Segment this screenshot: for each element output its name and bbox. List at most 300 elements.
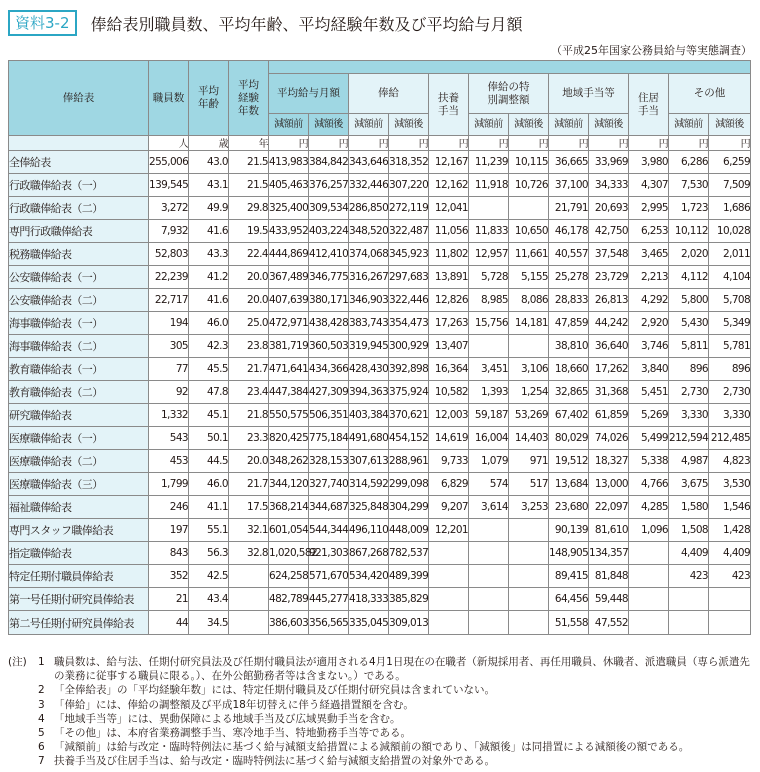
table-cell: 59,187 bbox=[469, 404, 509, 427]
table-cell: 53,269 bbox=[509, 404, 549, 427]
table-cell bbox=[669, 588, 709, 611]
table-cell: 12,162 bbox=[429, 174, 469, 197]
table-cell: 2,020 bbox=[669, 243, 709, 266]
table-cell bbox=[509, 197, 549, 220]
table-cell: 139,545 bbox=[149, 174, 189, 197]
table-cell: 45.1 bbox=[189, 404, 229, 427]
table-row bbox=[9, 312, 751, 335]
table-cell: 447,384 bbox=[269, 381, 309, 404]
unit-cell: 円 bbox=[549, 136, 589, 151]
table-cell: 921,303 bbox=[309, 542, 349, 565]
table-cell: 21 bbox=[149, 588, 189, 611]
table-cell bbox=[469, 611, 509, 635]
note-text: 職員数は、給与法、任期付研究員法及び任期付職員法が適用される4月1日現在の在職者（新規採用者、再任用職員、休職者、派遣職員（専ら派遣先の業務に従事する職員に限る。）、在外公館勤務者等は含まない。）である。 bbox=[54, 656, 750, 683]
table-row bbox=[9, 565, 751, 588]
unit-cell: 円 bbox=[709, 136, 751, 151]
table-cell: 370,621 bbox=[389, 404, 429, 427]
table-cell: 506,351 bbox=[309, 404, 349, 427]
table-cell: 2,011 bbox=[709, 243, 751, 266]
subheader-after: 減額後 bbox=[309, 114, 349, 136]
table-cell: 423 bbox=[709, 565, 751, 588]
table-cell bbox=[469, 565, 509, 588]
table-cell: 354,473 bbox=[389, 312, 429, 335]
table-row bbox=[9, 427, 751, 450]
table-cell: 21.5 bbox=[229, 151, 269, 174]
table-row bbox=[9, 519, 751, 542]
table-cell: 2,730 bbox=[709, 381, 751, 404]
subheader-after: 減額後 bbox=[509, 114, 549, 136]
table-cell: 26,813 bbox=[589, 289, 629, 312]
table-cell: 47,552 bbox=[589, 611, 629, 635]
table-cell: 1,799 bbox=[149, 473, 189, 496]
note-label bbox=[8, 740, 38, 754]
table-cell: 428,430 bbox=[349, 358, 389, 381]
table-cell: 11,056 bbox=[429, 220, 469, 243]
table-cell bbox=[229, 611, 269, 635]
note-number: 5 bbox=[38, 727, 45, 740]
table-cell: 16,364 bbox=[429, 358, 469, 381]
table-cell: 286,850 bbox=[349, 197, 389, 220]
table-cell: 47,859 bbox=[549, 312, 589, 335]
table-cell: 52,803 bbox=[149, 243, 189, 266]
table-cell: 1,546 bbox=[709, 496, 751, 519]
table-cell: 5,349 bbox=[709, 312, 751, 335]
subheader-before: 減額前 bbox=[349, 114, 389, 136]
table-cell: 44.5 bbox=[189, 450, 229, 473]
table-cell: 325,400 bbox=[269, 197, 309, 220]
table-cell: 385,829 bbox=[389, 588, 429, 611]
note-label bbox=[8, 726, 38, 740]
table-cell: 2,995 bbox=[629, 197, 669, 220]
table-cell: 381,719 bbox=[269, 335, 309, 358]
table-cell: 346,903 bbox=[349, 289, 389, 312]
table-cell bbox=[629, 611, 669, 635]
table-cell: 21.7 bbox=[229, 473, 269, 496]
table-row bbox=[9, 450, 751, 473]
table-cell: 3,465 bbox=[629, 243, 669, 266]
subheader-after: 減額後 bbox=[589, 114, 629, 136]
table-row bbox=[9, 335, 751, 358]
table-cell: 42.5 bbox=[189, 565, 229, 588]
table-cell: 471,641 bbox=[269, 358, 309, 381]
row-label: 医療職俸給表（一） bbox=[9, 427, 149, 450]
table-cell: 16,004 bbox=[469, 427, 509, 450]
table-cell: 346,775 bbox=[309, 266, 349, 289]
table-cell: 775,184 bbox=[309, 427, 349, 450]
table-cell: 335,045 bbox=[349, 611, 389, 635]
unit-cell: 円 bbox=[429, 136, 469, 151]
table-cell: 41.1 bbox=[189, 496, 229, 519]
unit-cell: 円 bbox=[589, 136, 629, 151]
table-cell: 11,918 bbox=[469, 174, 509, 197]
table-cell: 448,009 bbox=[389, 519, 429, 542]
table-cell: 433,952 bbox=[269, 220, 309, 243]
row-label: 行政職俸給表（二） bbox=[9, 197, 149, 220]
table-cell: 3,980 bbox=[629, 151, 669, 174]
note-number: 4 bbox=[38, 712, 45, 725]
table-cell: 12,041 bbox=[429, 197, 469, 220]
table-cell: 1,723 bbox=[669, 197, 709, 220]
table-cell: 543 bbox=[149, 427, 189, 450]
table-cell: 445,277 bbox=[309, 588, 349, 611]
row-label: 公安職俸給表（一） bbox=[9, 266, 149, 289]
table-cell: 37,100 bbox=[549, 174, 589, 197]
table-cell: 368,214 bbox=[269, 496, 309, 519]
note-number: 3 bbox=[38, 698, 45, 711]
table-cell: 319,945 bbox=[349, 335, 389, 358]
table-cell: 867,268 bbox=[349, 542, 389, 565]
table-cell: 309,534 bbox=[309, 197, 349, 220]
table-cell: 305 bbox=[149, 335, 189, 358]
subheader-after: 減額後 bbox=[709, 114, 751, 136]
document-badge: 資料3-2 bbox=[8, 10, 77, 36]
table-cell: 332,446 bbox=[349, 174, 389, 197]
table-cell: 1,428 bbox=[709, 519, 751, 542]
table-cell: 9,207 bbox=[429, 496, 469, 519]
table-cell: 22,239 bbox=[149, 266, 189, 289]
table-cell: 1,254 bbox=[509, 381, 549, 404]
table-cell bbox=[469, 519, 509, 542]
table-cell bbox=[629, 588, 669, 611]
table-cell: 434,366 bbox=[309, 358, 349, 381]
unit-cell: 円 bbox=[309, 136, 349, 151]
unit-cell: 人 bbox=[149, 136, 189, 151]
table-cell: 31,368 bbox=[589, 381, 629, 404]
table-cell: 4,766 bbox=[629, 473, 669, 496]
table-cell: 10,582 bbox=[429, 381, 469, 404]
notes-section bbox=[8, 655, 758, 769]
table-cell: 375,924 bbox=[389, 381, 429, 404]
table-cell: 624,258 bbox=[269, 565, 309, 588]
table-cell: 843 bbox=[149, 542, 189, 565]
row-label: 研究職俸給表 bbox=[9, 404, 149, 427]
table-row bbox=[9, 496, 751, 519]
table-cell: 300,929 bbox=[389, 335, 429, 358]
table-cell: 10,726 bbox=[509, 174, 549, 197]
table-cell: 309,013 bbox=[389, 611, 429, 635]
table-cell: 1,580 bbox=[669, 496, 709, 519]
table-cell: 23,680 bbox=[549, 496, 589, 519]
table-cell: 322,446 bbox=[389, 289, 429, 312]
table-cell bbox=[429, 588, 469, 611]
table-cell: 81,848 bbox=[589, 565, 629, 588]
table-cell bbox=[509, 611, 549, 635]
row-label: 指定職俸給表 bbox=[9, 542, 149, 565]
note-text: 「全俸給表」の「平均経験年数」には、特定任期付職員及び任期付研究員は含まれていない。 bbox=[54, 684, 495, 697]
table-cell: 12,167 bbox=[429, 151, 469, 174]
table-cell: 12,826 bbox=[429, 289, 469, 312]
table-cell: 380,171 bbox=[309, 289, 349, 312]
table-cell bbox=[469, 335, 509, 358]
table-cell: 491,680 bbox=[349, 427, 389, 450]
row-label: 専門スタッフ職俸給表 bbox=[9, 519, 149, 542]
unit-cell: 円 bbox=[469, 136, 509, 151]
table-cell: 43.0 bbox=[189, 151, 229, 174]
table-cell: 482,789 bbox=[269, 588, 309, 611]
table-cell: 4,104 bbox=[709, 266, 751, 289]
table-cell: 12,201 bbox=[429, 519, 469, 542]
table-cell: 7,509 bbox=[709, 174, 751, 197]
table-cell: 34,333 bbox=[589, 174, 629, 197]
table-cell: 40,557 bbox=[549, 243, 589, 266]
table-cell: 10,115 bbox=[509, 151, 549, 174]
table-cell: 56.3 bbox=[189, 542, 229, 565]
table-cell: 8,985 bbox=[469, 289, 509, 312]
note-label bbox=[8, 712, 38, 726]
subheader-after: 減額後 bbox=[389, 114, 429, 136]
table-cell: 5,155 bbox=[509, 266, 549, 289]
table-cell: 412,410 bbox=[309, 243, 349, 266]
table-cell: 328,153 bbox=[309, 450, 349, 473]
row-label: 医療職俸給表（三） bbox=[9, 473, 149, 496]
units-row-label bbox=[9, 136, 149, 151]
table-cell: 44,242 bbox=[589, 312, 629, 335]
unit-cell: 円 bbox=[629, 136, 669, 151]
table-cell: 3,330 bbox=[669, 404, 709, 427]
note-item bbox=[8, 754, 758, 768]
table-body bbox=[9, 136, 751, 635]
note-number: 6 bbox=[38, 741, 45, 754]
table-cell: 12,957 bbox=[469, 243, 509, 266]
table-cell: 92 bbox=[149, 381, 189, 404]
table-cell bbox=[429, 565, 469, 588]
table-cell: 89,415 bbox=[549, 565, 589, 588]
table-cell bbox=[509, 542, 549, 565]
table-cell: 43.3 bbox=[189, 243, 229, 266]
table-cell: 197 bbox=[149, 519, 189, 542]
table-cell: 423 bbox=[669, 565, 709, 588]
table-row bbox=[9, 381, 751, 404]
note-number: 2 bbox=[38, 684, 45, 697]
table-cell: 32.8 bbox=[229, 542, 269, 565]
unit-cell: 円 bbox=[669, 136, 709, 151]
table-row bbox=[9, 588, 751, 611]
table-cell bbox=[429, 542, 469, 565]
table-cell: 304,299 bbox=[389, 496, 429, 519]
table-cell: 5,811 bbox=[669, 335, 709, 358]
table-cell: 45.5 bbox=[189, 358, 229, 381]
table-cell: 64,456 bbox=[549, 588, 589, 611]
table-cell: 148,905 bbox=[549, 542, 589, 565]
note-number: 7 bbox=[38, 755, 45, 768]
table-cell: 5,430 bbox=[669, 312, 709, 335]
table-cell: 50.1 bbox=[189, 427, 229, 450]
table-row bbox=[9, 358, 751, 381]
table-cell: 343,646 bbox=[349, 151, 389, 174]
note-item bbox=[8, 712, 758, 726]
row-label: 行政職俸給表（一） bbox=[9, 174, 149, 197]
table-cell: 574 bbox=[469, 473, 509, 496]
table-cell: 51,558 bbox=[549, 611, 589, 635]
table-cell: 12,003 bbox=[429, 404, 469, 427]
table-cell: 17,262 bbox=[589, 358, 629, 381]
table-cell: 212,594 bbox=[669, 427, 709, 450]
header-band bbox=[269, 61, 751, 74]
table-cell: 46,178 bbox=[549, 220, 589, 243]
table-cell: 4,823 bbox=[709, 450, 751, 473]
table-cell: 288,961 bbox=[389, 450, 429, 473]
table-cell bbox=[509, 565, 549, 588]
table-cell: 32.1 bbox=[229, 519, 269, 542]
table-cell: 427,309 bbox=[309, 381, 349, 404]
table-cell: 352 bbox=[149, 565, 189, 588]
table-cell: 246 bbox=[149, 496, 189, 519]
table-cell: 550,575 bbox=[269, 404, 309, 427]
table-cell: 36,665 bbox=[549, 151, 589, 174]
table-cell: 4,307 bbox=[629, 174, 669, 197]
table-cell: 11,239 bbox=[469, 151, 509, 174]
table-cell: 13,407 bbox=[429, 335, 469, 358]
table-cell: 61,859 bbox=[589, 404, 629, 427]
table-cell: 318,352 bbox=[389, 151, 429, 174]
table-cell: 4,112 bbox=[669, 266, 709, 289]
table-cell: 307,613 bbox=[349, 450, 389, 473]
table-cell: 405,463 bbox=[269, 174, 309, 197]
table-cell: 11,833 bbox=[469, 220, 509, 243]
table-cell: 20.0 bbox=[229, 289, 269, 312]
table-cell: 356,565 bbox=[309, 611, 349, 635]
table-cell: 454,152 bbox=[389, 427, 429, 450]
table-cell: 21.7 bbox=[229, 358, 269, 381]
table-cell: 18,327 bbox=[589, 450, 629, 473]
title-row bbox=[8, 10, 523, 36]
table-cell: 4,409 bbox=[669, 542, 709, 565]
table-cell bbox=[629, 565, 669, 588]
table-cell: 10,028 bbox=[709, 220, 751, 243]
table-cell: 17.5 bbox=[229, 496, 269, 519]
note-number: 1 bbox=[38, 656, 45, 668]
table-cell: 77 bbox=[149, 358, 189, 381]
row-label: 第一号任期付研究員俸給表 bbox=[9, 588, 149, 611]
table-cell: 1,393 bbox=[469, 381, 509, 404]
table-cell: 386,603 bbox=[269, 611, 309, 635]
note-text: 扶養手当及び住居手当は、給与改定・臨時特例法に基づく給与減額支給措置の対象外である。 bbox=[54, 755, 495, 768]
table-cell: 194 bbox=[149, 312, 189, 335]
table-cell: 316,267 bbox=[349, 266, 389, 289]
table-cell: 29.8 bbox=[229, 197, 269, 220]
table-cell: 3,530 bbox=[709, 473, 751, 496]
unit-cell: 歳 bbox=[189, 136, 229, 151]
table-row bbox=[9, 266, 751, 289]
table-cell: 7,932 bbox=[149, 220, 189, 243]
col-header-name: 俸給表 bbox=[9, 61, 149, 136]
table-cell: 297,683 bbox=[389, 266, 429, 289]
table-cell: 3,840 bbox=[629, 358, 669, 381]
row-label: 海事職俸給表（一） bbox=[9, 312, 149, 335]
note-item bbox=[8, 726, 758, 740]
table-cell: 134,357 bbox=[589, 542, 629, 565]
table-cell: 6,253 bbox=[629, 220, 669, 243]
table-cell: 21.5 bbox=[229, 174, 269, 197]
table-cell: 32,865 bbox=[549, 381, 589, 404]
subheader-before: 減額前 bbox=[469, 114, 509, 136]
table-cell: 41.6 bbox=[189, 220, 229, 243]
table-cell: 322,487 bbox=[389, 220, 429, 243]
table-cell bbox=[229, 565, 269, 588]
table-cell: 81,610 bbox=[589, 519, 629, 542]
col-header-avg-salary: 平均給与月額 bbox=[269, 74, 349, 114]
table-cell bbox=[509, 519, 549, 542]
table-cell: 307,220 bbox=[389, 174, 429, 197]
table-cell: 3,746 bbox=[629, 335, 669, 358]
table-cell: 21,791 bbox=[549, 197, 589, 220]
table-cell: 5,728 bbox=[469, 266, 509, 289]
table-cell: 42.3 bbox=[189, 335, 229, 358]
row-label: 税務職俸給表 bbox=[9, 243, 149, 266]
table-row bbox=[9, 197, 751, 220]
table-cell bbox=[229, 588, 269, 611]
table-row bbox=[9, 542, 751, 565]
table-cell: 22,097 bbox=[589, 496, 629, 519]
table-cell: 6,259 bbox=[709, 151, 751, 174]
table-cell: 49.9 bbox=[189, 197, 229, 220]
row-label: 第二号任期付研究員俸給表 bbox=[9, 611, 149, 635]
table-cell: 394,363 bbox=[349, 381, 389, 404]
table-cell: 345,923 bbox=[389, 243, 429, 266]
note-text: 「地域手当等」には、異動保障による地域手当及び広域異動手当を含む。 bbox=[54, 712, 401, 725]
table-cell: 272,119 bbox=[389, 197, 429, 220]
table-cell: 41.6 bbox=[189, 289, 229, 312]
table-cell: 971 bbox=[509, 450, 549, 473]
table-cell: 22.4 bbox=[229, 243, 269, 266]
table-cell: 5,338 bbox=[629, 450, 669, 473]
row-label: 海事職俸給表（二） bbox=[9, 335, 149, 358]
table-cell: 438,428 bbox=[309, 312, 349, 335]
table-cell: 1,508 bbox=[669, 519, 709, 542]
table-cell bbox=[669, 611, 709, 635]
table-cell: 418,333 bbox=[349, 588, 389, 611]
table-cell: 2,730 bbox=[669, 381, 709, 404]
table-cell: 10,112 bbox=[669, 220, 709, 243]
table-cell: 517 bbox=[509, 473, 549, 496]
col-header-other: その他 bbox=[669, 74, 751, 114]
unit-cell: 円 bbox=[349, 136, 389, 151]
table-cell: 44 bbox=[149, 611, 189, 635]
table-cell: 36,640 bbox=[589, 335, 629, 358]
row-label: 専門行政職俸給表 bbox=[9, 220, 149, 243]
table-cell: 2,920 bbox=[629, 312, 669, 335]
table-cell bbox=[429, 611, 469, 635]
table-cell: 9,733 bbox=[429, 450, 469, 473]
table-cell: 33,969 bbox=[589, 151, 629, 174]
table-cell: 453 bbox=[149, 450, 189, 473]
table-cell: 23,729 bbox=[589, 266, 629, 289]
table-row bbox=[9, 220, 751, 243]
subheader-before: 減額前 bbox=[549, 114, 589, 136]
table-cell: 255,006 bbox=[149, 151, 189, 174]
col-header-age: 平均年齢 bbox=[189, 61, 229, 136]
table-cell: 534,420 bbox=[349, 565, 389, 588]
table-cell: 327,740 bbox=[309, 473, 349, 496]
col-header-staff: 職員数 bbox=[149, 61, 189, 136]
row-label: 福祉職俸給表 bbox=[9, 496, 149, 519]
table-cell: 403,384 bbox=[349, 404, 389, 427]
table-cell: 1,079 bbox=[469, 450, 509, 473]
table-cell: 11,802 bbox=[429, 243, 469, 266]
table-cell: 1,096 bbox=[629, 519, 669, 542]
row-label: 医療職俸給表（二） bbox=[9, 450, 149, 473]
table-cell: 444,869 bbox=[269, 243, 309, 266]
page-title: 俸給表別職員数、平均年齢、平均経験年数及び平均給与月額 bbox=[90, 14, 523, 34]
row-label: 公安職俸給表（二） bbox=[9, 289, 149, 312]
unit-cell: 円 bbox=[509, 136, 549, 151]
source-caption: （平成25年国家公務員給与等実態調査） bbox=[551, 44, 752, 57]
table-cell: 25.0 bbox=[229, 312, 269, 335]
table-cell: 6,286 bbox=[669, 151, 709, 174]
table-cell: 782,537 bbox=[389, 542, 429, 565]
table-cell: 13,891 bbox=[429, 266, 469, 289]
table-cell: 6,829 bbox=[429, 473, 469, 496]
